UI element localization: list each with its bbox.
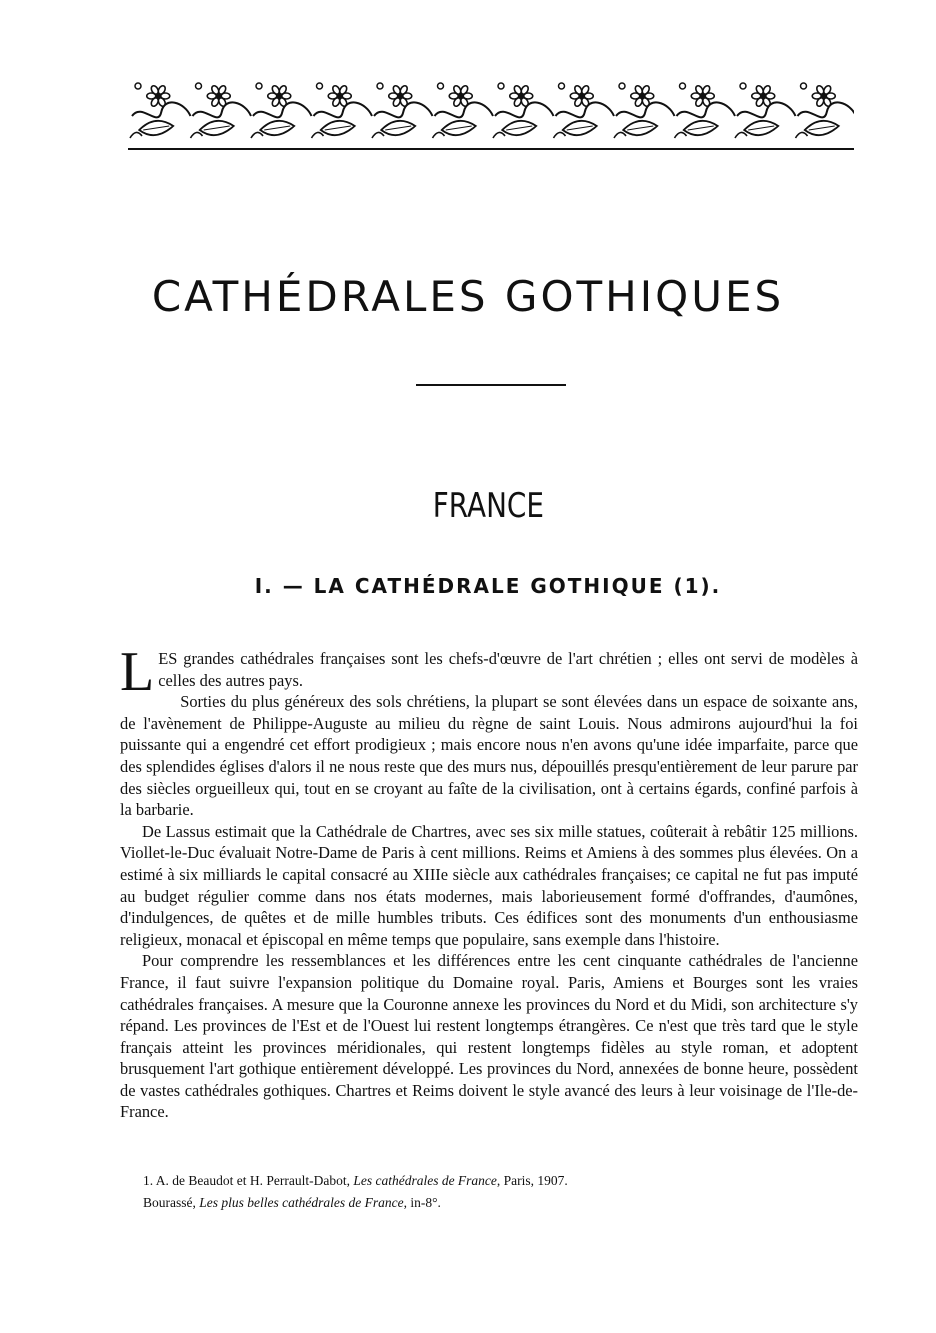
footnote-2-pre: Bourassé, <box>143 1195 200 1210</box>
page-title: CATHÉDRALES GOTHIQUES <box>151 272 785 321</box>
floral-motif-icon <box>493 83 554 138</box>
floral-motif-icon <box>130 83 191 138</box>
floral-motif-icon <box>554 83 615 138</box>
floral-motif-icon <box>735 83 796 138</box>
footnotes <box>143 1170 843 1214</box>
floral-motif-icon <box>796 83 855 138</box>
paragraph-1-text: ES grandes cathédrales françaises sont les chefs-d'œuvre de l'art chrétien ; elles ont servi de modèles à celles des autres pays. <box>158 649 858 690</box>
footnote-2 <box>143 1192 843 1214</box>
footnote-1-pre: 1. A. de Beaudot et H. Perrault-Dabot, <box>143 1173 354 1188</box>
floral-motif-icon <box>675 83 736 138</box>
footnote-2-title: Les plus belles cathédrales de France <box>199 1195 404 1210</box>
paragraph-2: Sorties du plus généreux des sols chrétiens, la plupart se sont élevées dans un espace de soixante ans, de l'avènement de Philippe-Auguste au milieu du règne de saint Louis. Nous admirons aujourd'hui la foi puissante qui a engendré cet effort prodigieux ; mais encore nous n'en avons qu'une idée imparfaite, parce que des splendides églises d'alors il ne nous reste que des murs nus, dépouillés presqu'entièrement de leur parure par des siècles orgueilleux qui, tout en se croyant au faîte de la civilisation, ont à certains égards, confiné parfois à la barbarie. <box>120 692 858 820</box>
floral-motif-icon <box>312 83 373 138</box>
drop-cap: L <box>120 641 155 703</box>
chapter-heading <box>0 574 936 598</box>
floral-vine-icon <box>128 72 854 148</box>
footnote-1 <box>143 1170 843 1192</box>
floral-motif-icon <box>251 83 312 138</box>
floral-vine-ornament <box>128 72 854 148</box>
footnote-reference: (1). <box>673 574 722 598</box>
footnote-1-post: , Paris, 1907. <box>496 1173 568 1188</box>
floral-motif-icon <box>433 83 494 138</box>
chapter-label: I. — LA CATHÉDRALE GOTHIQUE <box>254 574 665 598</box>
paragraph-3: De Lassus estimait que la Cathédrale de Chartres, avec ses six mille statues, coûterait à rebâtir 125 millions. Viollet-le-Duc évaluait Notre-Dame de Paris à cent millions. Reims et Amiens à des sommes plus élevées. On a estimé à six milliards le capital consacré au XIIIe siècle aux cathédrales françaises; ce capital ne fut pas imputé au budget régulier comme dans nos états modernes, mais laborieusement formé d'offrandes, d'aumônes, d'indulgences, de quêtes et de mille humbles tributs. Ces édifices sont des monuments d'un enthousiasme religieux, monacal et épiscopal en même temps que populaire, sans exemple dans l'histoire. <box>120 821 858 949</box>
footnote-1-title: Les cathédrales de France <box>353 1173 497 1188</box>
footnote-2-post: , in-8°. <box>403 1195 441 1210</box>
paragraph-1 <box>120 641 858 703</box>
floral-motif-icon <box>372 83 433 138</box>
body-text <box>120 641 858 1123</box>
title-divider <box>416 384 566 386</box>
header-rule <box>128 148 854 150</box>
section-title: FRANCE <box>432 486 545 526</box>
paragraph-4: Pour comprendre les ressemblances et les différences entre les cent cinquante cathédrales de l'ancienne France, il faut suivre l'expansion politique du Domaine royal. Paris, Amiens et Bourges sont les vraies cathédrales françaises. A mesure que la Couronne annexe les provinces du Nord et du Midi, son architecture s'y répand. Les provinces de l'Est et de l'Ouest lui restent longtemps étrangères. Ce n'est que très tard que le style français atteint les provinces méridionales, qui restent longtemps fidèles au style roman, et adoptent brusquement l'art gothique entièrement développé. Les provinces du Nord, annexées de bonne heure, possèdent de vastes cathédrales gothiques. Chartres et Reims doivent le style avancé des leurs à leur voisinage de l'Ile-de-France. <box>120 951 858 1122</box>
floral-motif-icon <box>614 83 675 138</box>
floral-motif-icon <box>191 83 252 138</box>
